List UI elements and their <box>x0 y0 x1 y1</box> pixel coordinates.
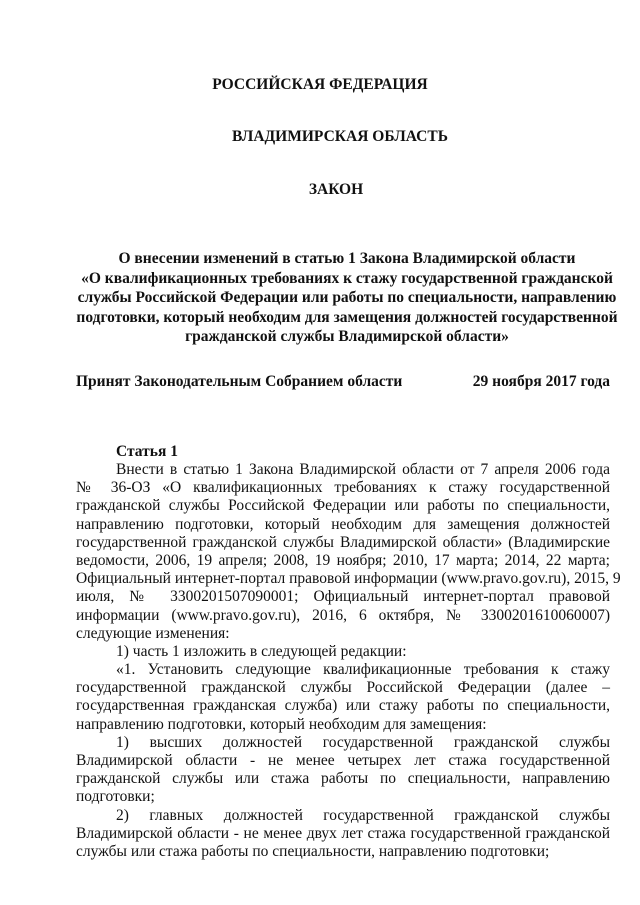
body-line: Внести в статью 1 Закона Владимирской области от 7 апреля 2006 года <box>116 461 610 478</box>
body-line: следующие изменения: <box>76 624 230 642</box>
title-line: службы Российской Федерации или работы по специальности, направлению <box>77 289 617 307</box>
adoption-label: Принят Законодательным Собранием области <box>76 373 403 390</box>
body-line: 1) высших должностей государственной гражданской службы <box>116 733 610 751</box>
title-line: гражданской службы Владимирской области» <box>185 328 509 346</box>
federation-heading: РОССИЙСКАЯ ФЕДЕРАЦИЯ <box>212 76 428 93</box>
body-line: направлению подготовки, который необходим для замещения: <box>76 715 487 733</box>
region-heading: ВЛАДИМИРСКАЯ ОБЛАСТЬ <box>232 128 448 145</box>
title-line: «О квалификационных требованиях к стажу государственной гражданской <box>81 269 613 287</box>
body-line: государственной гражданской службы Российской Федерации (далее – <box>76 679 610 697</box>
body-line: службы или стажа работы по специальности, направлению подготовки; <box>76 842 550 860</box>
body-line: государственной гражданской службы Владимирской области» (Владимирские <box>76 533 610 551</box>
body-line: Владимирской области - не менее двух лет стажа государственной гражданской <box>76 824 610 842</box>
body-line: ведомости, 2006, 19 апреля; 2008, 19 ноября; 2010, 17 марта; 2014, 22 марта; <box>76 551 610 569</box>
title-line: О внесении изменений в статью 1 Закона Владимирской области <box>118 250 576 267</box>
article-body <box>76 461 621 861</box>
body-line: № 36-ОЗ «О квалификационных требованиях к стажу государственной <box>76 479 610 497</box>
title-line: подготовки, который необходим для замещения должностей государственной <box>76 308 618 326</box>
article-heading: Статья 1 <box>116 443 178 460</box>
body-line: гражданской службы или стажа работы по специальности, направлению <box>76 770 610 788</box>
body-line: информации (www.pravo.gov.ru), 2016, 6 октября, № 3300201610060007) <box>76 606 610 624</box>
law-heading: ЗАКОН <box>308 181 364 198</box>
body-line: Официальный интернет-портал правовой информации (www.pravo.gov.ru), 2015, 9 <box>76 570 621 588</box>
body-line: государственная гражданская служба) или стажу работы по специальности, <box>76 697 610 715</box>
body-line: июля, № 3300201507090001; Официальный интернет-портал правовой <box>76 588 610 606</box>
body-line: направлению подготовки, который необходим для замещения должностей <box>76 515 610 533</box>
adoption-date: 29 ноября 2017 года <box>472 373 610 390</box>
law-title <box>76 249 618 347</box>
body-line: подготовки; <box>76 788 155 806</box>
body-line: 1) часть 1 изложить в следующей редакции: <box>116 642 407 660</box>
body-line: гражданской службы Российской Федерации или работы по специальности, <box>76 497 610 515</box>
body-line: «1. Установить следующие квалификационные требования к стажу <box>116 661 610 679</box>
body-line: Владимирской области - не менее четырех лет стажа государственной <box>76 752 610 769</box>
adoption-line <box>76 373 610 391</box>
body-line: 2) главных должностей государственной гражданской службы <box>116 806 610 824</box>
